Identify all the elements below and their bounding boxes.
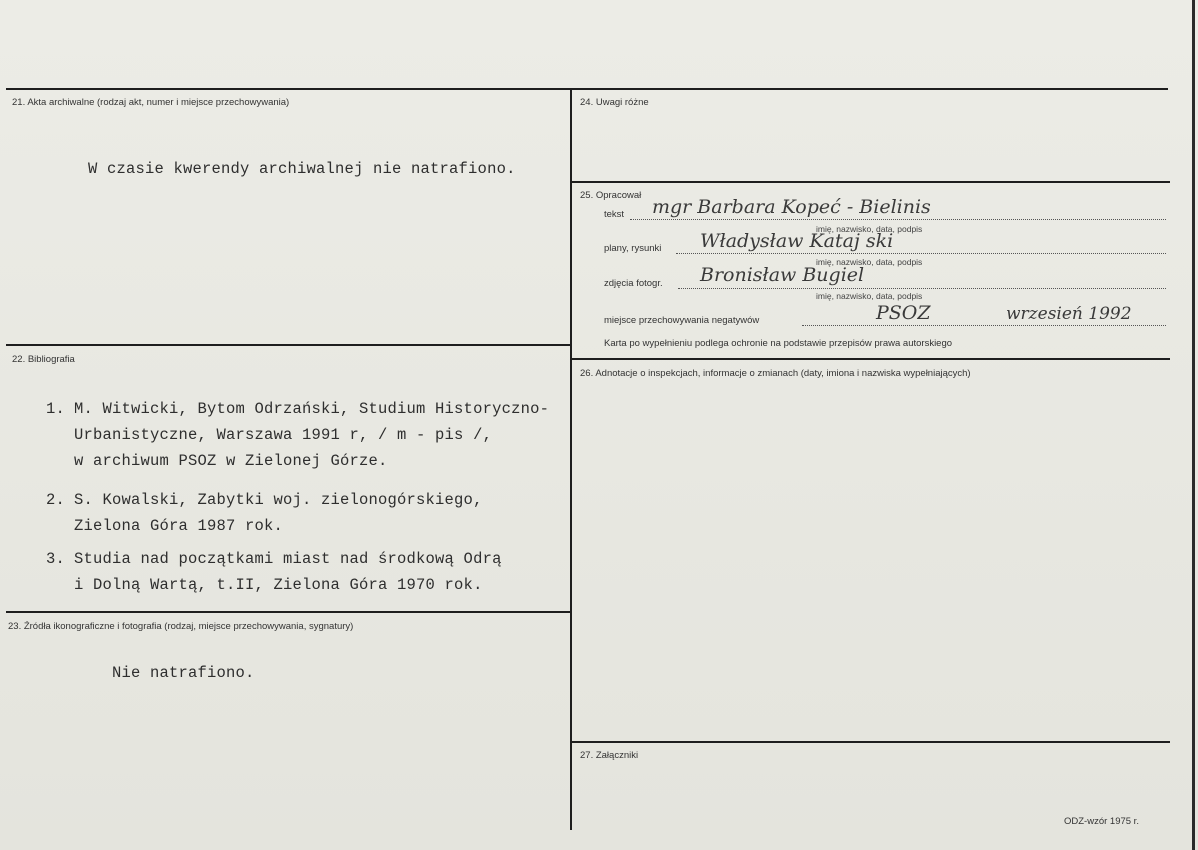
section-24-rule — [572, 181, 1170, 183]
section-25-rule — [572, 358, 1170, 360]
author-drawings-caption: imię, nazwisko, data, podpis — [816, 257, 923, 267]
bibliography-line: Urbanistyczne, Warszawa 1991 r, / m - pis /, — [74, 426, 493, 444]
bibliography-number: 2. — [46, 491, 66, 509]
section-25-label: 25. Opracował — [580, 190, 642, 201]
author-text-label: tekst — [604, 209, 625, 220]
section-23-label: 23. Źródła ikonograficzne i fotografia (rodzaj, miejsce przechowywania, sygnatury) — [8, 621, 354, 632]
negatives-location-value: PSOZ — [876, 302, 931, 324]
bibliography-list — [46, 400, 570, 600]
bibliography-line: Zielona Góra 1987 rok. — [74, 517, 284, 535]
form-template-id: ODZ-wzór 1975 r. — [1064, 816, 1139, 827]
section-27-label: 27. Załączniki — [580, 750, 639, 761]
section-21-rule — [6, 344, 570, 346]
author-photos-dotted-line — [678, 288, 1166, 289]
author-photos-signature: Bronisław Bugiel — [700, 264, 865, 286]
bibliography-line: M. Witwicki, Bytom Odrzański, Studium Historyczno- — [74, 400, 550, 418]
section-26-label: 26. Adnotacje o inspekcjach, informacje o zmianach (daty, imiona i nazwiska wypełniających) — [580, 368, 971, 379]
author-text-caption: imię, nazwisko, data, podpis — [816, 224, 923, 234]
author-photos-label: zdjęcia fotogr. — [604, 278, 663, 289]
bibliography-line: Studia nad początkami miast nad środkową Odrą — [74, 550, 502, 568]
author-drawings-signature: Władysław Kataj ski — [700, 230, 894, 252]
bibliography-number: 1. — [46, 400, 66, 418]
bibliography-line: w archiwum PSOZ w Zielonej Górze. — [74, 452, 388, 470]
section-23-text: Nie natrafiono. — [112, 664, 255, 682]
bibliography-line: i Dolną Wartą, t.II, Zielona Góra 1970 rok. — [74, 576, 483, 594]
author-photos-caption: imię, nazwisko, data, podpis — [816, 291, 923, 301]
section-26-rule — [572, 741, 1170, 743]
bibliography-number: 3. — [46, 550, 66, 568]
author-text-dotted-line — [630, 219, 1166, 220]
top-rule — [6, 88, 1168, 90]
center-divider — [570, 88, 572, 830]
negatives-date: wrzesień 1992 — [1006, 304, 1132, 324]
negatives-dotted-line — [802, 325, 1166, 326]
author-text-signature: mgr Barbara Kopeć - Bielinis — [652, 196, 931, 218]
author-drawings-dotted-line — [676, 253, 1166, 254]
section-22-label: 22. Bibliografia — [12, 354, 75, 365]
section-21-label: 21. Akta archiwalne (rodzaj akt, numer i miejsce przechowywania) — [12, 97, 290, 108]
negatives-location-label: miejsce przechowywania negatywów — [604, 315, 760, 326]
section-21-text: W czasie kwerendy archiwalnej nie natrafiono. — [88, 160, 516, 178]
right-edge — [1192, 0, 1195, 850]
bibliography-line: S. Kowalski, Zabytki woj. zielonogórskiego, — [74, 491, 483, 509]
copyright-note: Karta po wypełnieniu podlega ochronie na podstawie przepisów prawa autorskiego — [604, 338, 953, 349]
author-drawings-label: plany, rysunki — [604, 243, 662, 254]
section-22-rule — [6, 611, 570, 613]
section-24-label: 24. Uwagi różne — [580, 97, 649, 108]
